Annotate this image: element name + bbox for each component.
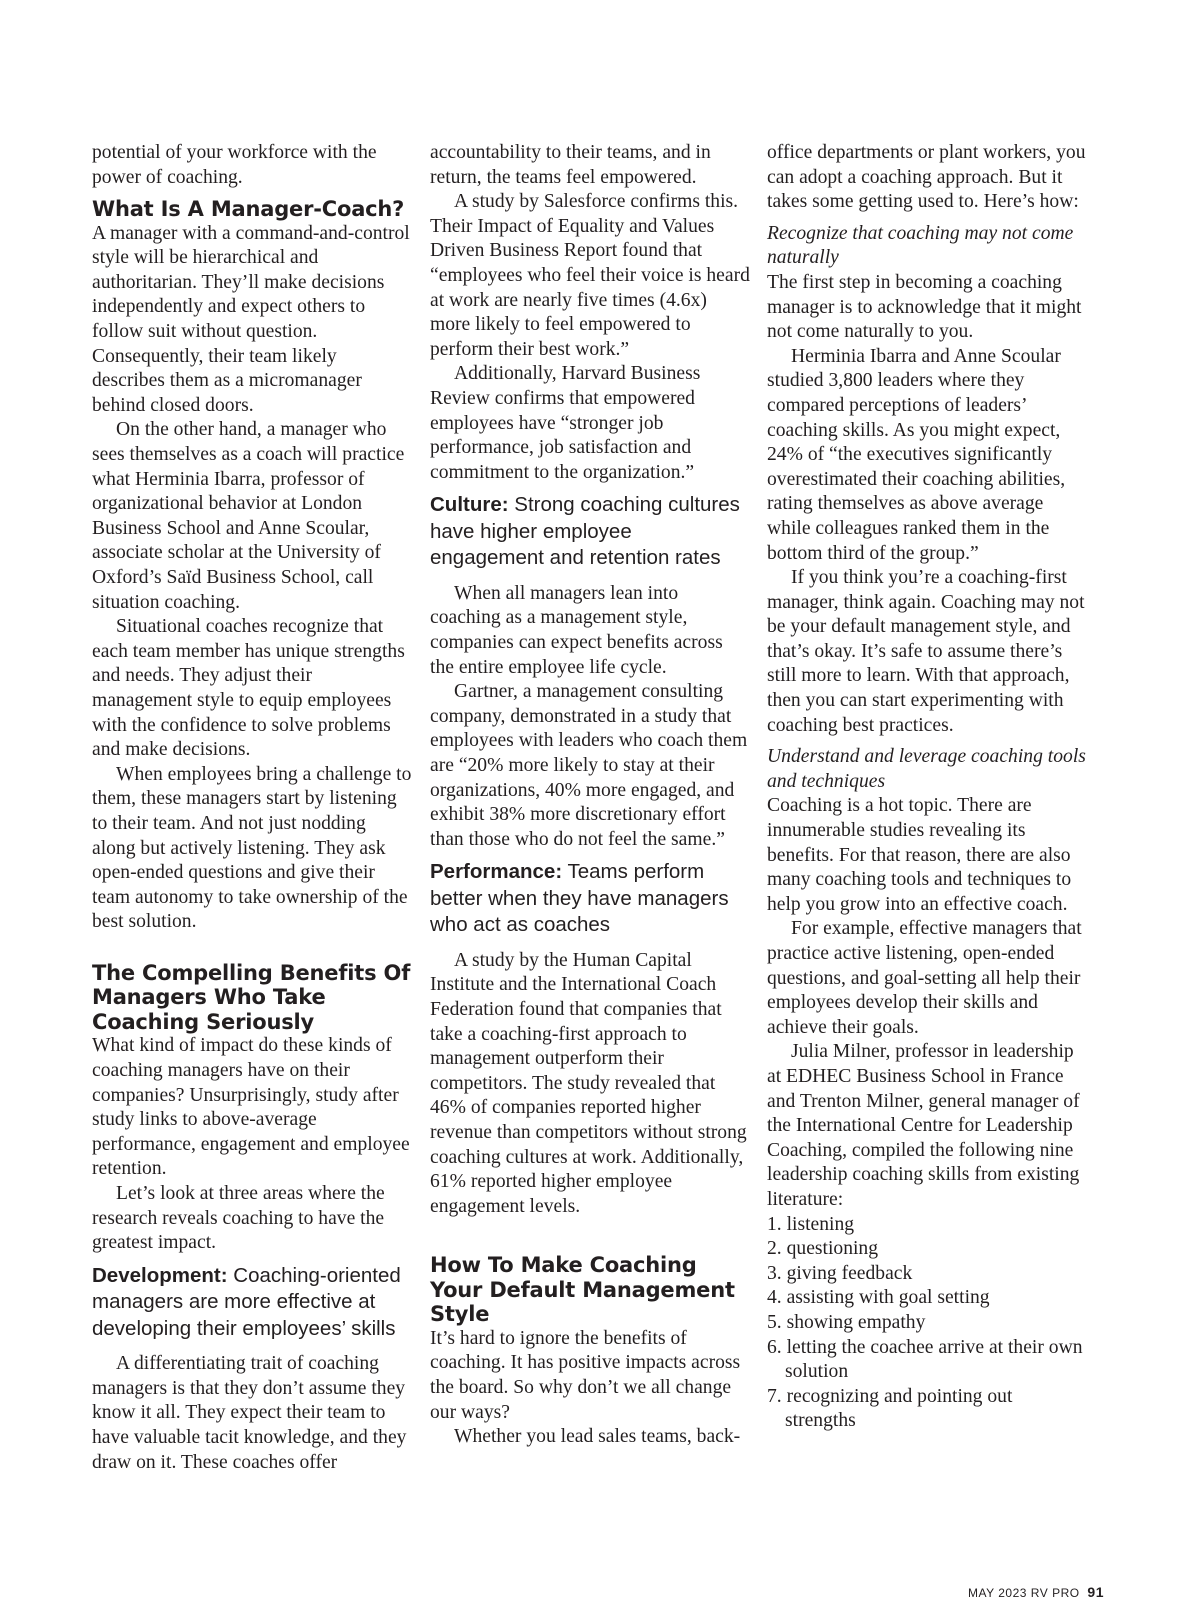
- paragraph: What kind of impact do these kinds of coaching managers have on their companies? Unsurprisingly, study after study links to above-average performance, engagement and employee retention.: [92, 1035, 410, 1180]
- subheading-label: Development:: [92, 1263, 228, 1287]
- subheading-development: [92, 1263, 412, 1343]
- paragraph: A manager with a command-and-control style will be hierarchical and authoritarian. They’ll make decisions independently and expect others to follow suit without question. Consequently, their team likely describes them as a micromanager behind closed doors.: [92, 222, 410, 416]
- subheading-label: Culture:: [430, 493, 509, 517]
- subheading-text: Teams perform better when they have managers who act as coaches: [430, 860, 729, 937]
- list-item: 2. questioning: [767, 1238, 879, 1260]
- paragraph: Let’s look at three areas where the research reveals coaching to have the greatest impact.: [92, 1182, 385, 1254]
- paragraph: A differentiating trait of coaching managers is that they don’t assume they know it all. They expect their team to have valuable tacit knowledge, and they draw on it. These coaches offer: [92, 1353, 407, 1473]
- list-item: 6. letting the coachee arrive at their own solution: [767, 1336, 1083, 1383]
- paragraph: On the other hand, a manager who sees themselves as a coach will practice what Herminia Ibarra, professor of organizational behavior at London Business School and Anne Scoular, associate scholar at the University of Oxford’s Saïd Business School, call situation coaching.: [92, 419, 405, 613]
- paragraph: Gartner, a management consulting company, demonstrated in a study that employees with leaders who coach them are “20% more likely to stay at their organizations, 40% more engaged, and exhibit 38% more discretionary effort than those who do not feel the same.”: [430, 681, 748, 850]
- magazine-name: RV PRO: [1030, 1586, 1080, 1600]
- coaching-skills-list: [767, 1213, 1087, 1434]
- subheading-text: Coaching-oriented managers are more effective at developing their employees’ skills: [92, 1263, 401, 1340]
- paragraph: Additionally, Harvard Business Review confirms that empowered employees have “stronger job performance, job satisfaction and commitment to the organization.”: [430, 363, 701, 483]
- column-1: [92, 141, 412, 1475]
- list-item: 7. recognizing and pointing out strengths: [767, 1385, 1013, 1432]
- paragraph: A study by Salesforce confirms this. Their Impact of Equality and Values Driven Business Report found that “employees who feel their voice is heard at work are nearly five times (4.6x) more likely to feel empowered to perform their best work.”: [430, 191, 750, 360]
- heading-manager-coach: What Is A Manager-Coach?: [92, 197, 405, 222]
- page-number: 91: [1087, 1584, 1104, 1600]
- intro-paragraph: potential of your workforce with the power of coaching.: [92, 142, 377, 188]
- paragraph: Whether you lead sales teams, back-: [454, 1426, 741, 1448]
- heading-compelling-benefits: The Compelling Benefits Of Managers Who Take Coaching Seriously: [92, 960, 411, 1034]
- paragraph: When employees bring a challenge to them, these managers start by listening to their team. And not just nodding along but actively listening. They ask open-ended questions and give their team autonomy to take ownership of the best solution.: [92, 763, 412, 933]
- subheading-text: Strong coaching cultures have higher employee engagement and retention rates: [430, 493, 740, 570]
- paragraph: Herminia Ibarra and Anne Scoular studied 3,800 leaders where they compared perceptions of leaders’ coaching skills. As you might expect, 24% of “the executives significantly overestimated their coaching abilities, rating themselves as above average while colleagues ranked them in the bottom third of the group.”: [767, 345, 1066, 564]
- italic-subheading: Recognize that coaching may not come naturally: [767, 222, 1074, 269]
- paragraph: It’s hard to ignore the benefits of coaching. It has positive impacts across the board. So why don’t we all change our ways?: [430, 1327, 741, 1423]
- column-3: [767, 141, 1087, 1434]
- paragraph: A study by the Human Capital Institute and the International Coach Federation found that companies that take a coaching-first approach to management outperform their competitors. The study revealed that 46% of companies reported higher revenue than competitors without strong coaching cultures at work. Additionally, 61% reported higher employee engagement levels.: [430, 949, 747, 1217]
- issue-date: MAY 2023: [968, 1586, 1027, 1600]
- paragraph: accountability to their teams, and in return, the teams feel empowered.: [430, 142, 711, 188]
- heading-default-style: How To Make Coaching Your Default Management Style: [430, 1253, 735, 1327]
- list-item: 1. listening: [767, 1213, 855, 1235]
- subheading-label: Performance:: [430, 860, 563, 884]
- paragraph: For example, effective managers that practice active listening, open-ended questions, and goal-setting all help their employees develop their skills and achieve their goals.: [767, 918, 1082, 1038]
- list-item: 5. showing empathy: [767, 1311, 926, 1333]
- list-item: 3. giving feedback: [767, 1262, 913, 1284]
- subheading-performance: [430, 859, 750, 939]
- paragraph: Julia Milner, professor in leadership at EDHEC Business School in France and Trenton Milner, general manager of the International Centre for Leadership Coaching, compiled the following nine leadership coaching skills from existing literature:: [767, 1041, 1080, 1210]
- paragraph: Coaching is a hot topic. There are innumerable studies revealing its benefits. For that reason, there are also many coaching tools and techniques to help you grow into an effective coach.: [767, 795, 1072, 915]
- page-folio: [968, 1584, 1104, 1600]
- paragraph: office departments or plant workers, you can adopt a coaching approach. But it takes some getting used to. Here’s how:: [767, 142, 1086, 213]
- paragraph: If you think you’re a coaching-first manager, think again. Coaching may not be your default management style, and that’s okay. It’s safe to assume there’s still more to learn. With that approach, then you can start experimenting with coaching best practices.: [767, 567, 1085, 736]
- paragraph: The first step in becoming a coaching manager is to acknowledge that it might not come naturally to you.: [767, 271, 1082, 343]
- column-2: [430, 141, 750, 1450]
- paragraph: Situational coaches recognize that each team member has unique strengths and needs. They adjust their management style to equip employees with the confidence to solve problems and make decisions.: [92, 616, 405, 761]
- paragraph: When all managers lean into coaching as a management style, companies can expect benefits across the entire employee life cycle.: [430, 582, 723, 678]
- list-item: 4. assisting with goal setting: [767, 1287, 990, 1309]
- italic-subheading: Understand and leverage coaching tools and techniques: [767, 746, 1086, 792]
- subheading-culture: [430, 492, 750, 572]
